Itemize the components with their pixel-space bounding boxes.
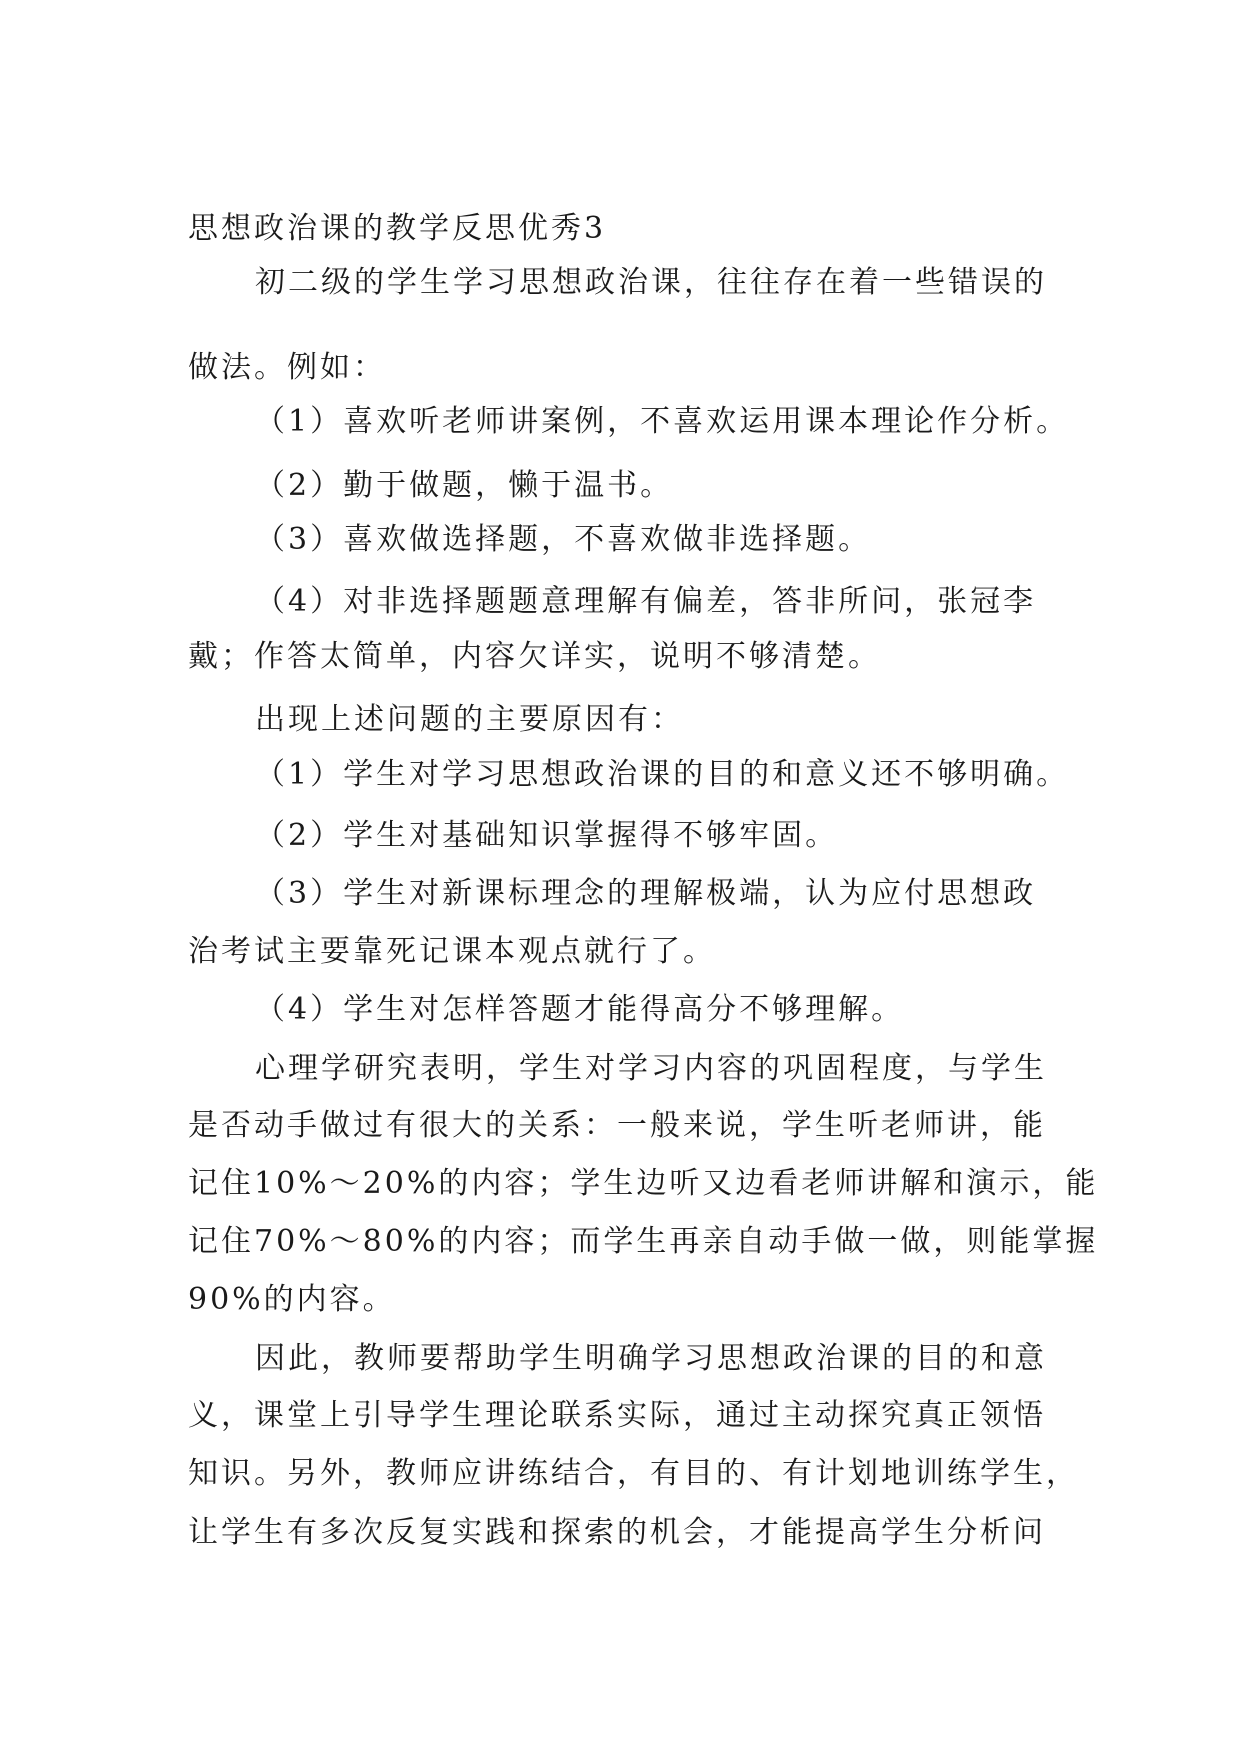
paragraph-line: 因此，教师要帮助学生明确学习思想政治课的目的和意 bbox=[255, 1341, 1047, 1376]
paragraph-line: 让学生有多次反复实践和探索的机会，才能提高学生分析问 bbox=[188, 1515, 1046, 1550]
paragraph-line: 做法。例如： bbox=[188, 350, 386, 385]
paragraph-line: 治考试主要靠死记课本观点就行了。 bbox=[188, 934, 716, 969]
paragraph-line: 戴；作答太简单，内容欠详实，说明不够清楚。 bbox=[188, 639, 881, 674]
list-item: （2）勤于做题，懒于温书。 bbox=[255, 468, 674, 503]
paragraph-line: 90%的内容。 bbox=[188, 1282, 396, 1317]
paragraph-line: 出现上述问题的主要原因有： bbox=[255, 702, 684, 737]
paragraph-line: 记住70%～80%的内容；而学生再亲自动手做一做，则能掌握 bbox=[188, 1224, 1099, 1259]
list-item: （1）学生对学习思想政治课的目的和意义还不够明确。 bbox=[255, 757, 1070, 792]
list-item: （4）对非选择题题意理解有偏差，答非所问，张冠李 bbox=[255, 584, 1037, 619]
list-item: （3）学生对新课标理念的理解极端，认为应付思想政 bbox=[255, 876, 1037, 911]
list-item: （2）学生对基础知识掌握得不够牢固。 bbox=[255, 818, 839, 853]
paragraph-line: 是否动手做过有很大的关系：一般来说，学生听老师讲，能 bbox=[188, 1108, 1046, 1143]
paragraph-line: 义，课堂上引导学生理论联系实际，通过主动探究真正领悟 bbox=[188, 1398, 1046, 1433]
list-item: （1）喜欢听老师讲案例，不喜欢运用课本理论作分析。 bbox=[255, 404, 1070, 439]
list-item: （4）学生对怎样答题才能得高分不够理解。 bbox=[255, 992, 905, 1027]
paragraph-line: 记住10%～20%的内容；学生边听又边看老师讲解和演示，能 bbox=[188, 1166, 1099, 1201]
list-item: （3）喜欢做选择题，不喜欢做非选择题。 bbox=[255, 522, 872, 557]
paragraph-line: 知识。另外，教师应讲练结合，有目的、有计划地训练学生， bbox=[188, 1456, 1079, 1491]
document-title: 思想政治课的教学反思优秀3 bbox=[188, 211, 607, 246]
paragraph-line: 初二级的学生学习思想政治课，往往存在着一些错误的 bbox=[255, 265, 1047, 300]
paragraph-line: 心理学研究表明，学生对学习内容的巩固程度，与学生 bbox=[255, 1051, 1047, 1086]
